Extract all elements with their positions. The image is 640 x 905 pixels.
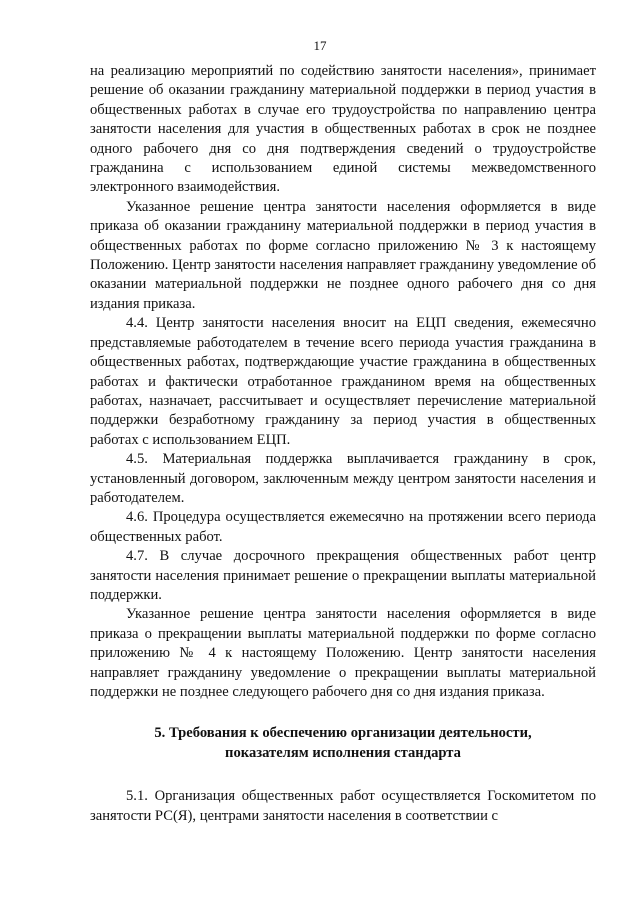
section-5-heading-line2: показателям исполнения стандарта bbox=[225, 744, 461, 761]
paragraph-decision-order: Указанное решение центра занятости населения оформляется в виде приказа об оказании гражданину материальной поддержки в период участия в общественных работах по форме согласно приложению № 3 к настоящему Положению. Центр занятости населения направляет гражданину уведомление об оказании материальной поддержки не позднее одного рабочего дня со дня издания приказа. bbox=[90, 198, 596, 312]
paragraph-4-5: 4.5. Материальная поддержка выплачивается гражданину в срок, установленный договором, заключенным между центром занятости населения и работодателем. bbox=[90, 451, 596, 506]
paragraph-4-7: 4.7. В случае досрочного прекращения общественных работ центр занятости населения принимает решение о прекращении выплаты материальной поддержки. bbox=[90, 548, 596, 603]
section-5-heading bbox=[90, 724, 596, 763]
paragraph-4-6: 4.6. Процедура осуществляется ежемесячно на протяжении всего периода общественных работ. bbox=[90, 509, 596, 545]
section-5-heading-line1: 5. Требования к обеспечению организации деятельности, bbox=[154, 725, 532, 742]
paragraph-4-4: 4.4. Центр занятости населения вносит на ЕЦП сведения, ежемесячно представляемые работодателем в течение всего периода участия гражданина в общественных работах, подтверждающие участие гражданина в общественных работах и фактически отработанное гражданином время на общественных работах, назначает, рассчитывает и осуществляет перечисление материальной поддержки безработному гражданину за период участия в общественных работах с использованием ЕЦП. bbox=[90, 315, 596, 448]
paragraph-5-1: 5.1. Организация общественных работ осуществляется Госкомитетом по занятости РС(Я), центрами занятости населения в соответствии с bbox=[90, 788, 596, 824]
paragraph-termination-order: Указанное решение центра занятости населения оформляется в виде приказа о прекращении выплаты материальной поддержки по форме согласно приложению № 4 к настоящему Положению. Центр занятости населения направляет гражданину уведомление о прекращении выплаты материальной поддержки не позднее следующего рабочего дня со дня издания приказа. bbox=[90, 606, 596, 700]
page-number: 17 bbox=[313, 38, 327, 53]
paragraph-continuation: на реализацию мероприятий по содействию занятости населения», принимает решение об оказании гражданину материальной поддержки в период участия в общественных работах в случае его трудоустройства по направлению центра занятости населения для участия в общественных работах в срок не позднее одного рабочего дня со дня подтверждения сведений о трудоустройстве гражданина с использованием единой системы межведомственного электронного взаимодействия. bbox=[90, 63, 596, 196]
document-body bbox=[90, 62, 596, 826]
